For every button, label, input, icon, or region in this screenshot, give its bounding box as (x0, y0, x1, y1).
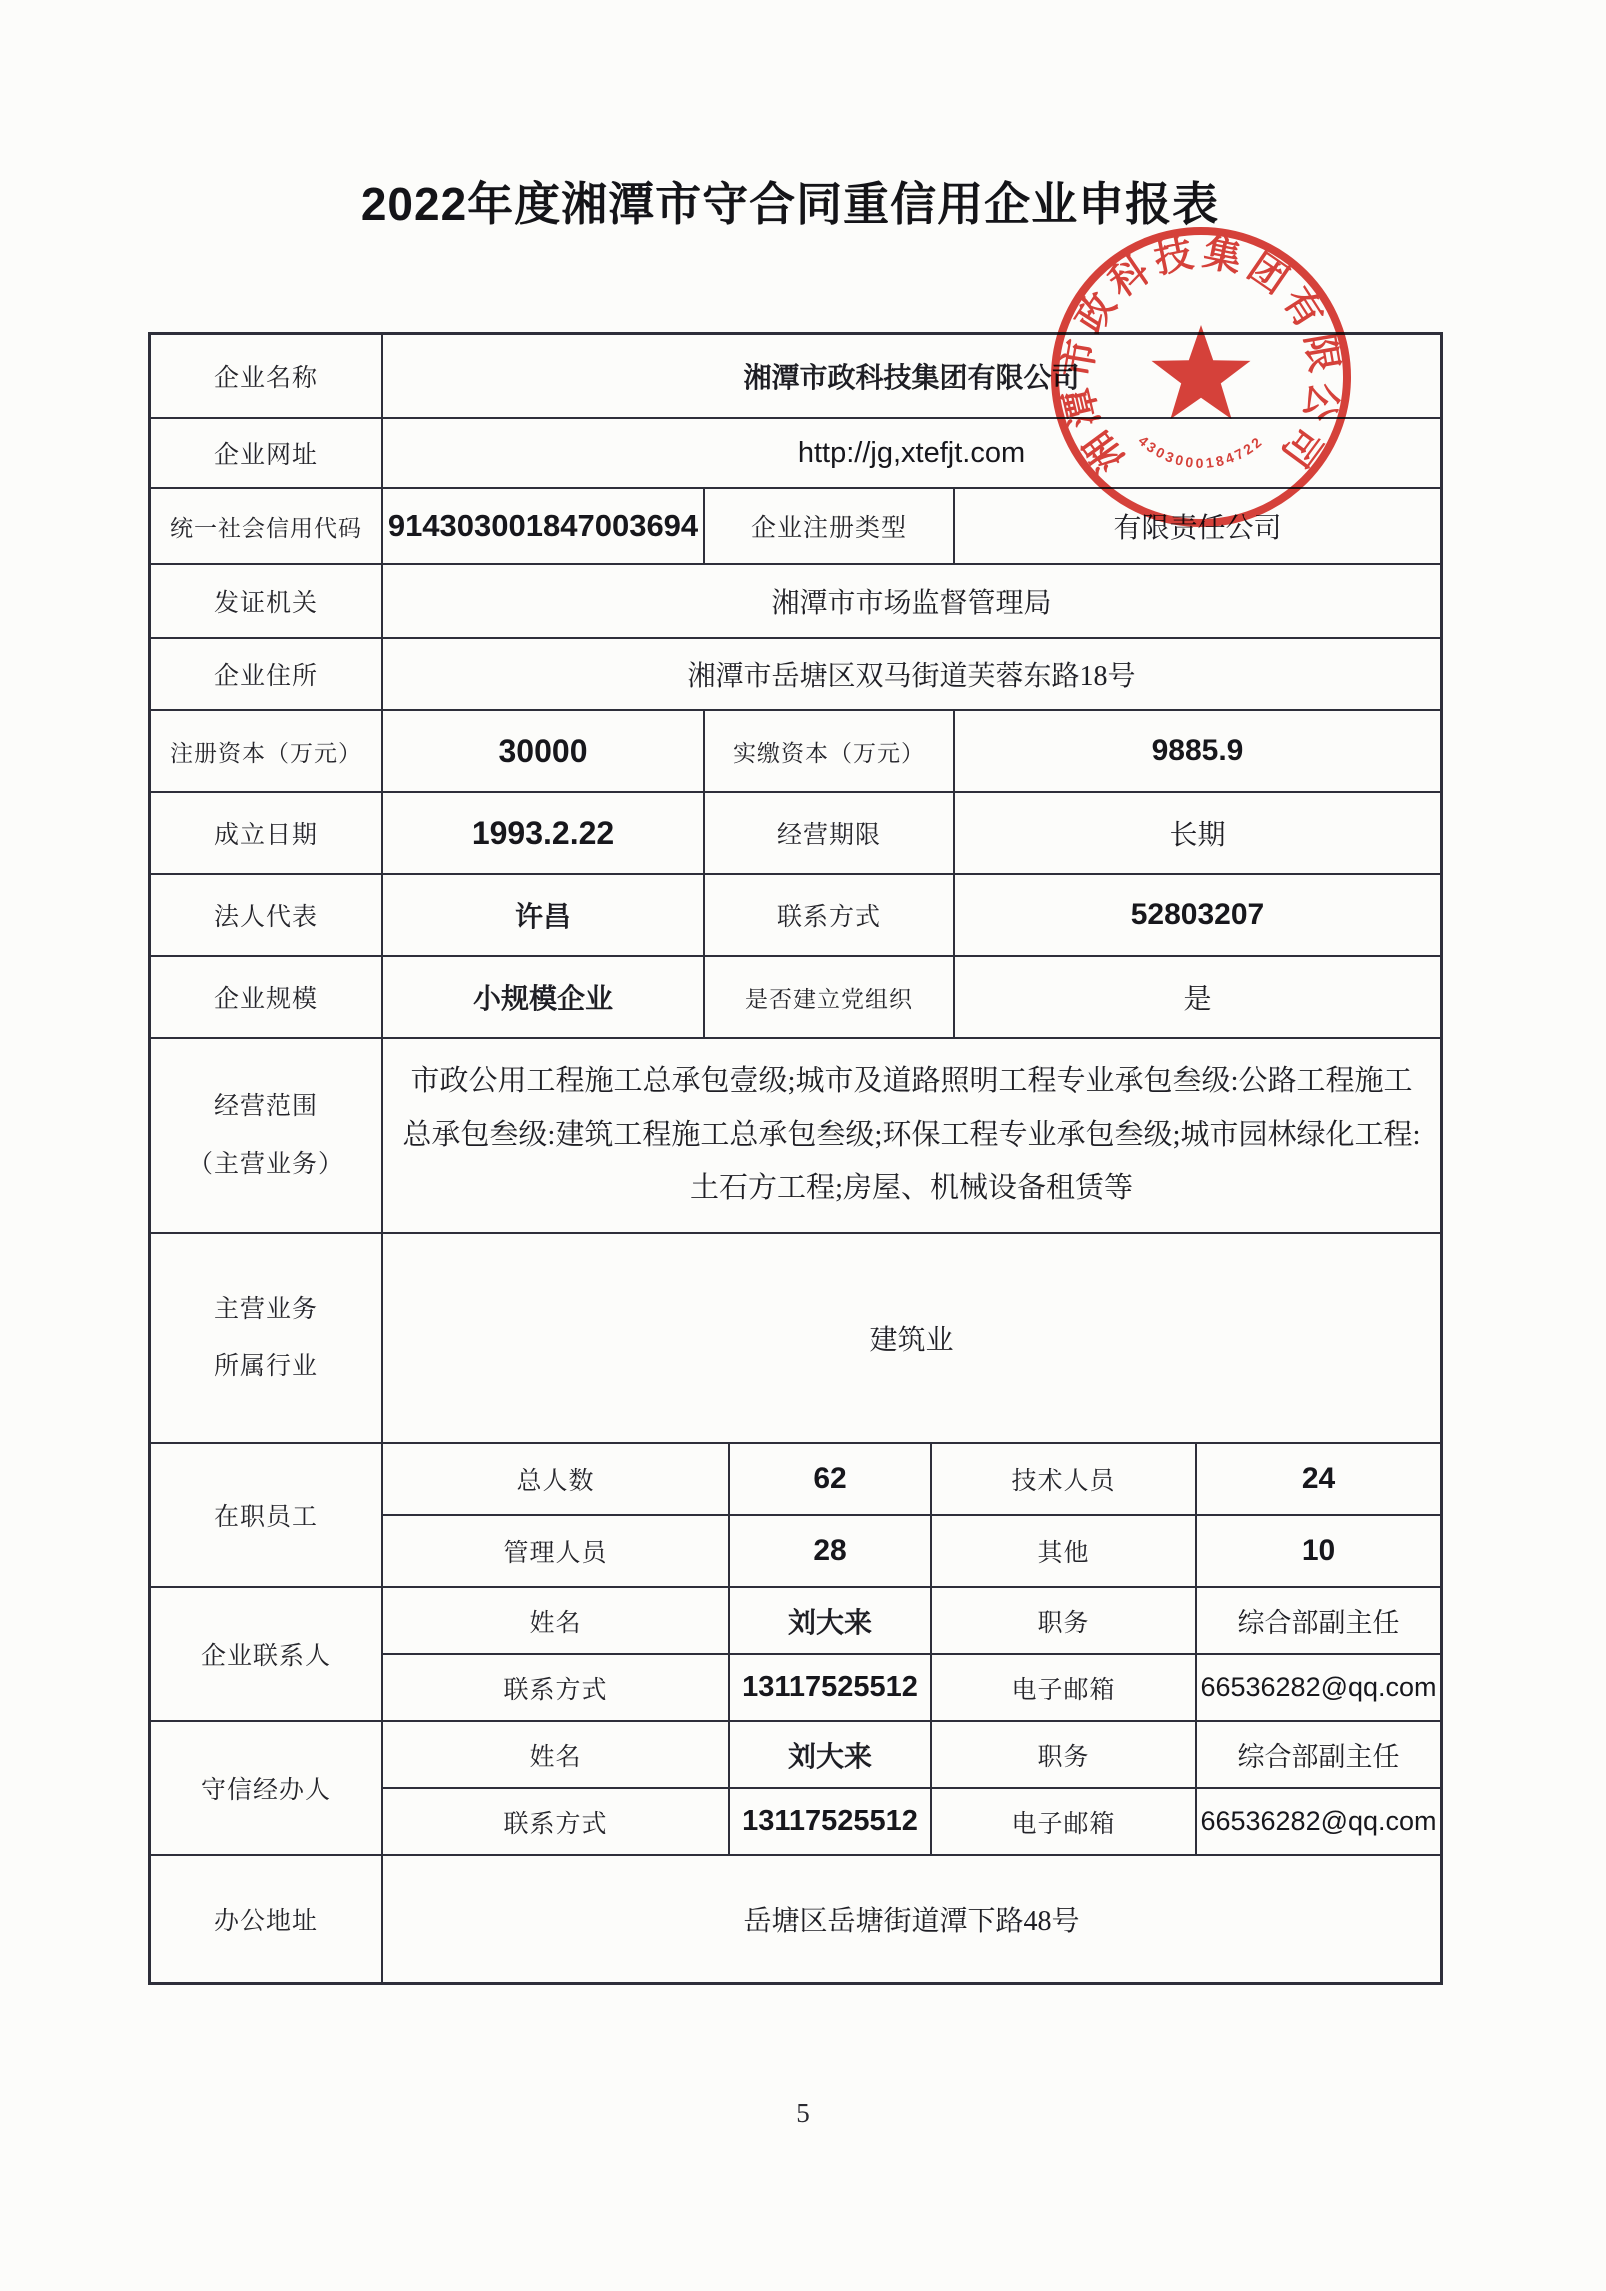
table-row (151, 335, 1440, 417)
staff-total-label: 总人数 (516, 1468, 595, 1495)
industry-label-line1: 主营业务 (213, 1295, 318, 1323)
contact-email-value: 66536282@qq.com (1195, 1655, 1440, 1720)
staff-label: 在职员工 (213, 1504, 318, 1531)
table-row (151, 955, 1440, 1037)
registered-capital-value: 30000 (381, 711, 703, 791)
registered-capital-label: 注册资本（万元） (170, 740, 362, 766)
table-row (151, 637, 1440, 709)
contact-email-label: 电子邮箱 (930, 1655, 1195, 1720)
table-row (151, 487, 1440, 563)
credit-code-value: 914303001847003694 (381, 489, 703, 563)
agent-name-value: 刘大来 (728, 1722, 930, 1787)
agent-title-label: 职务 (930, 1722, 1195, 1787)
founded-date-value: 1993.2.22 (381, 793, 703, 873)
company-name-value: 湘潭市政科技集团有限公司 (381, 335, 1440, 417)
office-address-value: 岳塘区岳塘街道潭下路48号 (381, 1856, 1440, 1982)
contact-title-label: 职务 (930, 1588, 1195, 1653)
table-row (151, 417, 1440, 487)
agent-phone-label: 联系方式 (503, 1810, 608, 1838)
founded-date-label: 成立日期 (213, 822, 318, 849)
business-term-value: 长期 (953, 793, 1440, 873)
agent-subrow (383, 1722, 1440, 1787)
contact-name-label: 姓名 (529, 1609, 582, 1637)
table-row (151, 563, 1440, 637)
business-scope-label (151, 1039, 381, 1232)
reg-type-label: 企业注册类型 (703, 489, 953, 563)
contact-title-value: 综合部副主任 (1195, 1588, 1440, 1653)
page-title: 2022年度湘潭市守合同重信用企业申报表 (360, 178, 1220, 230)
industry-value: 建筑业 (381, 1234, 1440, 1442)
company-scale-label: 企业规模 (213, 986, 318, 1013)
table-row (151, 1232, 1440, 1442)
contact-phone-value: 13117525512 (728, 1655, 930, 1720)
staff-tech-value: 24 (1195, 1444, 1440, 1514)
staff-mgmt-value: 28 (728, 1516, 930, 1586)
party-org-value: 是 (953, 957, 1440, 1037)
staff-other-label: 其他 (930, 1516, 1195, 1586)
website-value: http://jg,xtefjt.com (381, 419, 1440, 487)
staff-other-value: 10 (1195, 1516, 1440, 1586)
business-term-label: 经营期限 (703, 793, 953, 873)
table-row (151, 1442, 1440, 1586)
business-scope-label-line2: （主营业务） (187, 1150, 344, 1178)
reg-type-value: 有限责任公司 (953, 489, 1440, 563)
contact-phone-label: 联系方式 (503, 1676, 608, 1704)
address-value: 湘潭市岳塘区双马街道芙蓉东路18号 (381, 639, 1440, 709)
agent-subrow (383, 1787, 1440, 1854)
company-phone-value: 52803207 (953, 875, 1440, 955)
page-number: 5 (796, 2098, 810, 2128)
contact-name-value: 刘大来 (728, 1588, 930, 1653)
contact-subrow (383, 1588, 1440, 1653)
agent-phone-value: 13117525512 (728, 1789, 930, 1854)
company-phone-label: 联系方式 (703, 875, 953, 955)
business-scope-value: 市政公用工程施工总承包壹级;城市及道路照明工程专业承包叁级:公路工程施工总承包叁级:建筑工程施工总承包叁级;环保工程专业承包叁级;城市园林绿化工程:土石方工程;房屋、机械设备租赁等 (402, 1065, 1421, 1205)
industry-label (151, 1234, 381, 1442)
agent-email-value: 66536282@qq.com (1195, 1789, 1440, 1854)
agent-name-label: 姓名 (529, 1743, 582, 1771)
agent-title-value: 综合部副主任 (1195, 1722, 1440, 1787)
party-org-label: 是否建立党组织 (703, 957, 953, 1037)
table-row (151, 791, 1440, 873)
staff-tech-label: 技术人员 (930, 1444, 1195, 1514)
website-label: 企业网址 (213, 442, 318, 469)
issuer-value: 湘潭市市场监督管理局 (381, 565, 1440, 637)
office-address-label: 办公地址 (213, 1908, 318, 1935)
table-row (151, 709, 1440, 791)
legal-rep-label: 法人代表 (213, 904, 318, 931)
table-row (151, 1854, 1440, 1982)
table-row (151, 1586, 1440, 1720)
table-row (151, 1720, 1440, 1854)
staff-total-value: 62 (728, 1444, 930, 1514)
issuer-label: 发证机关 (213, 590, 318, 617)
contact-subrow (383, 1653, 1440, 1720)
company-scale-value: 小规模企业 (381, 957, 703, 1037)
staff-mgmt-label: 管理人员 (503, 1540, 608, 1567)
seal-company-text: 湘潭市政科技集团有限公司 (1056, 231, 1346, 479)
table-row (151, 1037, 1440, 1232)
industry-label-line2: 所属行业 (213, 1353, 318, 1380)
business-scope-label-line1: 经营范围 (213, 1093, 318, 1120)
paid-capital-label: 实缴资本（万元） (703, 711, 953, 791)
legal-rep-value: 许昌 (381, 875, 703, 955)
agent-label: 守信经办人 (200, 1777, 331, 1804)
seal-serial-text: 4303000184722 (1135, 432, 1267, 471)
address-label: 企业住所 (213, 663, 318, 690)
table-row (151, 873, 1440, 955)
agent-email-label: 电子邮箱 (930, 1789, 1195, 1854)
contact-label: 企业联系人 (200, 1643, 331, 1670)
paid-capital-value: 9885.9 (953, 711, 1440, 791)
credit-code-label: 统一社会信用代码 (170, 515, 362, 541)
staff-subrow (383, 1444, 1440, 1514)
company-name-label: 企业名称 (213, 365, 318, 392)
staff-subrow (383, 1514, 1440, 1586)
declaration-form-table (148, 332, 1443, 1985)
